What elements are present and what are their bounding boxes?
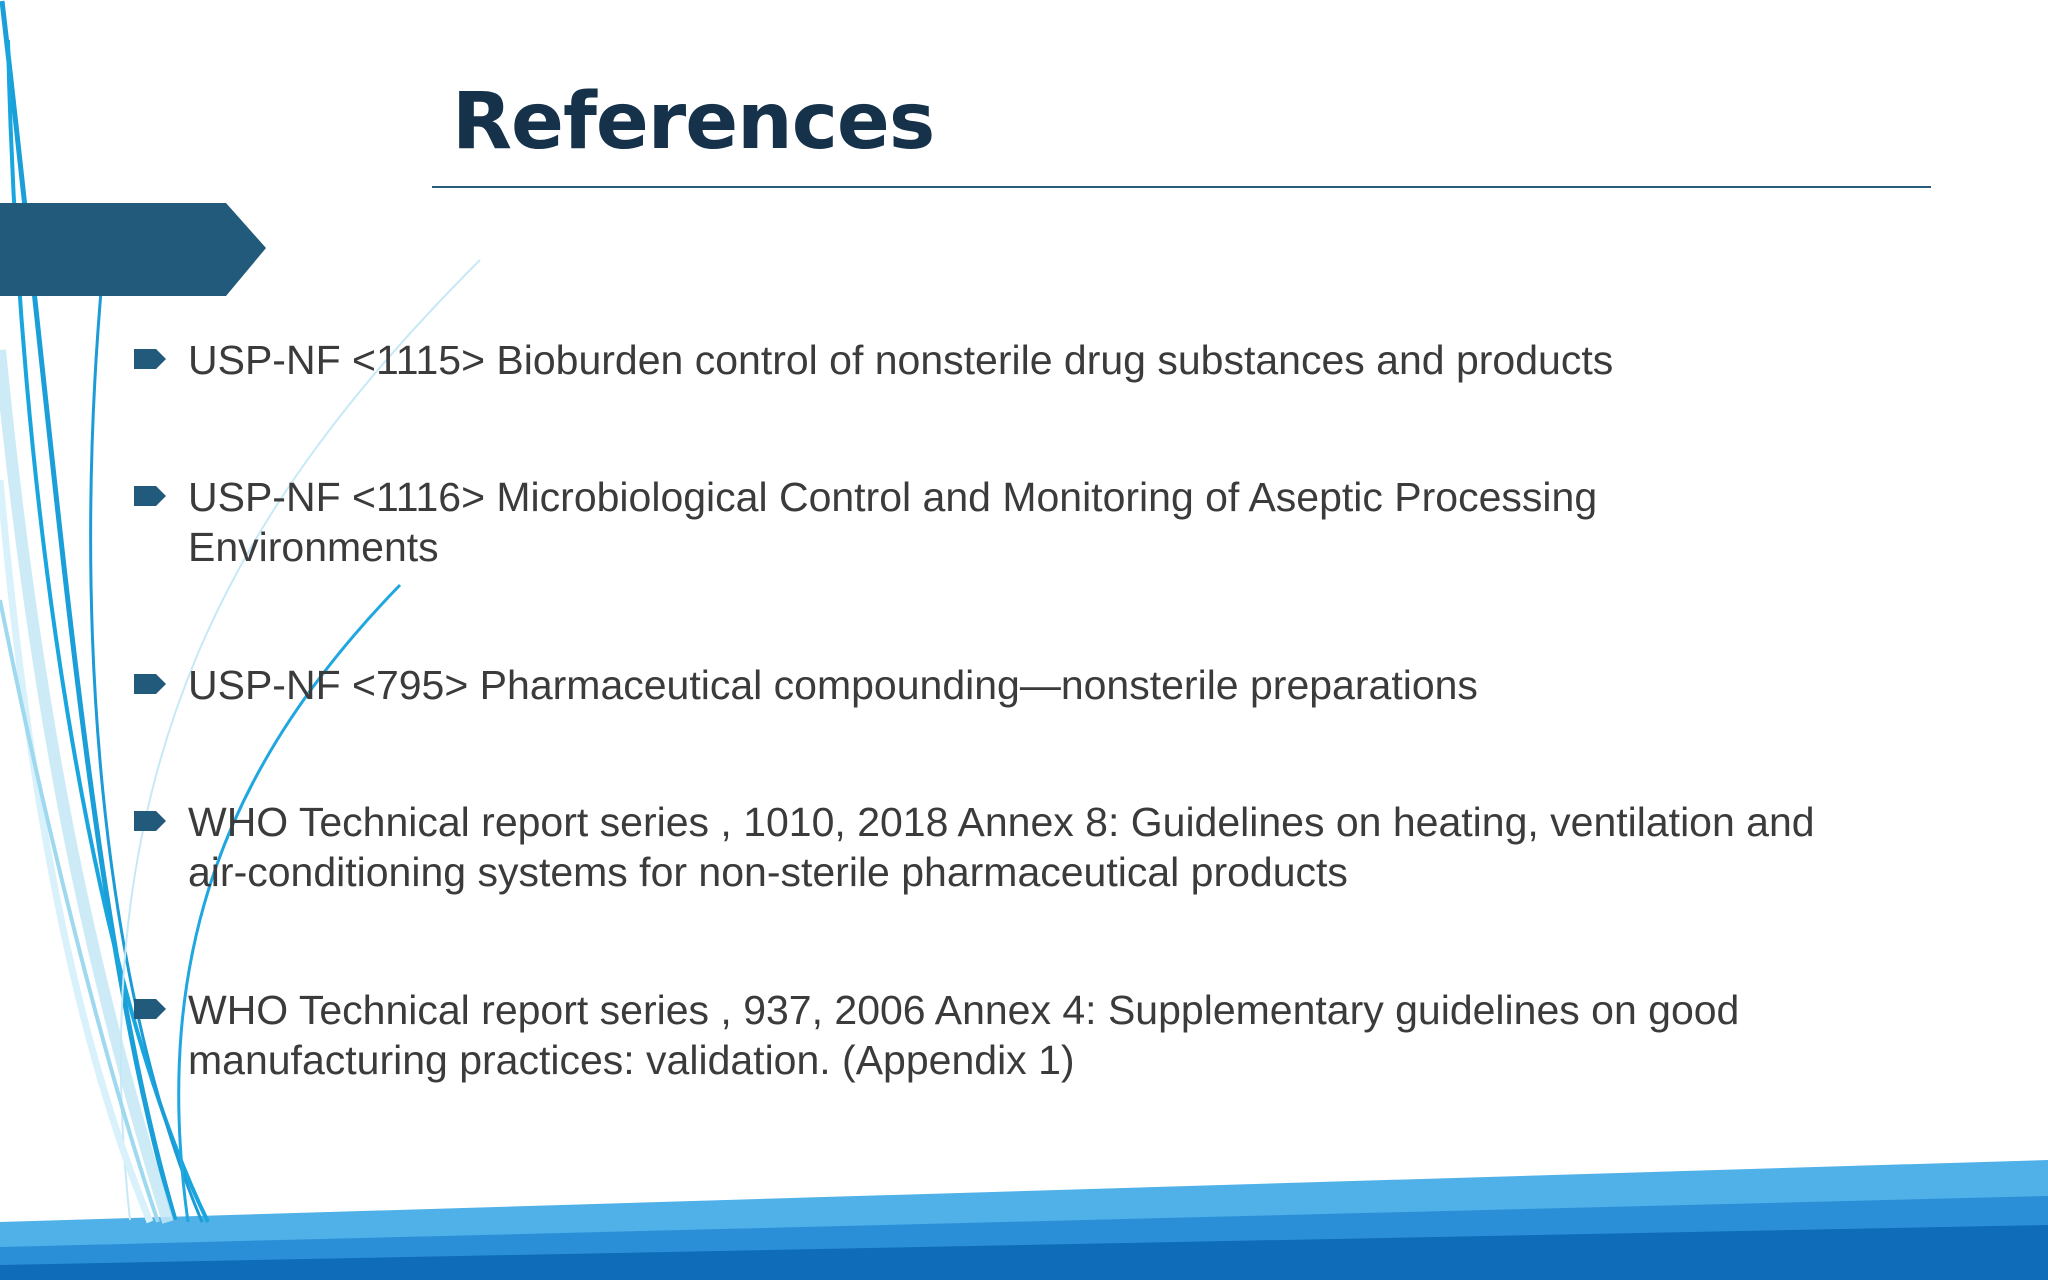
- reference-text: USP-NF <795> Pharmaceutical compounding—nonsterile preparations: [188, 662, 1478, 708]
- list-item: [134, 335, 1854, 385]
- reference-text: WHO Technical report series , 937, 2006 Annex 4: Supplementary guidelines on good manufacturing practices: validation. (Appendix 1): [188, 987, 1740, 1083]
- reference-text: USP-NF <1116> Microbiological Control and Monitoring of Aseptic Processing Environments: [188, 474, 1598, 570]
- arrow-bullet-icon: [134, 486, 166, 506]
- arrow-bullet-icon: [134, 999, 166, 1019]
- arrow-bullet-icon: [134, 674, 166, 694]
- arrow-bullet-icon: [134, 349, 166, 369]
- page-title: References: [452, 77, 935, 167]
- list-item: [134, 472, 1854, 572]
- list-item: [134, 985, 1854, 1085]
- reference-text: WHO Technical report series , 1010, 2018 Annex 8: Guidelines on heating, ventilation and air-conditioning systems for non-sterile pharmaceutical products: [188, 799, 1815, 895]
- list-item: [134, 660, 1854, 710]
- list-item: [134, 797, 1854, 897]
- reference-text: USP-NF <1115> Bioburden control of nonsterile drug substances and products: [188, 337, 1614, 383]
- arrow-bullet-icon: [134, 811, 166, 831]
